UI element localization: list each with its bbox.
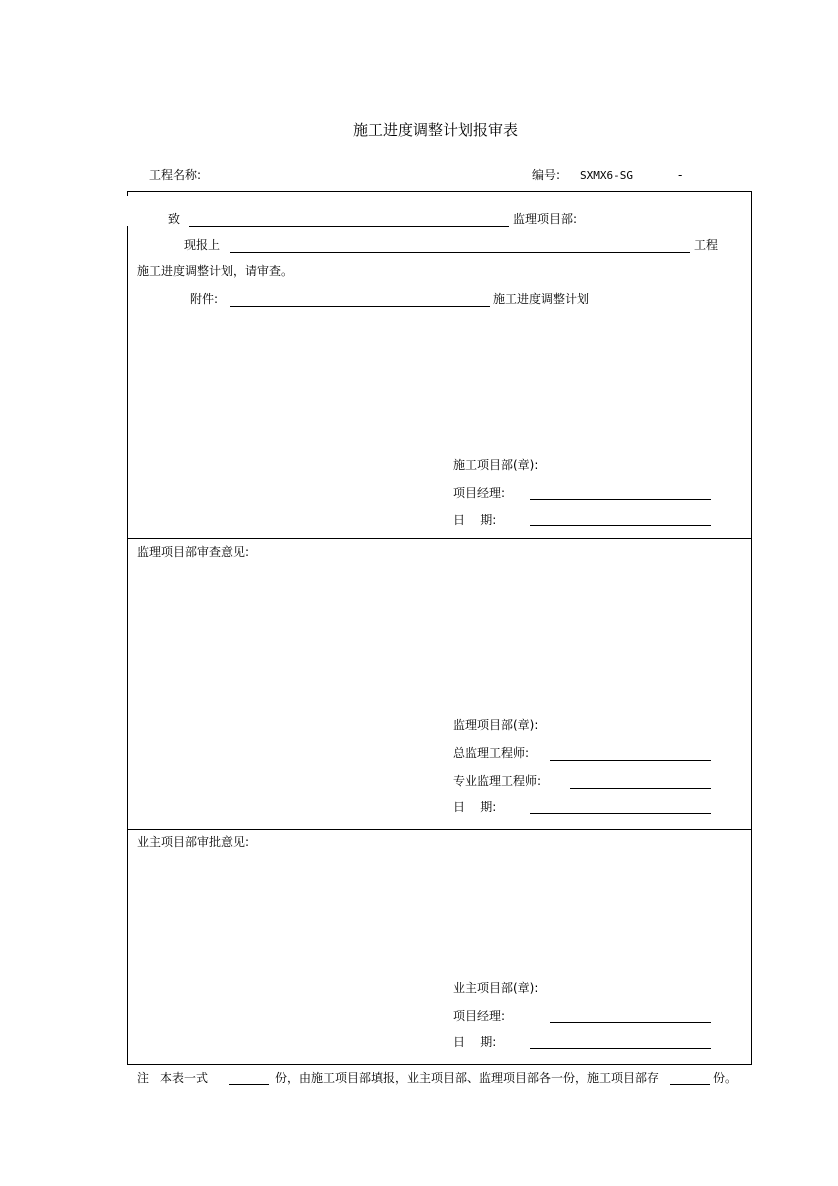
supervision-dept-seal: 监理项目部(章): — [453, 718, 539, 732]
specialist-engineer-label: 专业监理工程师: — [453, 774, 542, 788]
owner-manager-label: 项目经理: — [453, 1009, 506, 1023]
number-dash: - — [678, 168, 683, 182]
number-value: SXMX6-SG — [580, 169, 633, 182]
construction-dept-seal: 施工项目部(章): — [453, 458, 539, 472]
project-manager-label: 项目经理: — [453, 486, 506, 500]
section-divider-1 — [127, 538, 752, 539]
now-prefix: 现报上 — [184, 238, 221, 252]
date-line-3[interactable] — [530, 1048, 711, 1049]
note-text-3: 份。 — [713, 1071, 738, 1085]
date-line-1[interactable] — [530, 525, 711, 526]
now-suffix: 工程 — [694, 238, 719, 252]
attachment-label: 附件: — [190, 292, 219, 306]
date-label-3: 日 期: — [453, 1035, 497, 1049]
date-label-1: 日 期: — [453, 513, 497, 527]
date-line-2[interactable] — [530, 813, 711, 814]
project-line[interactable] — [230, 252, 690, 253]
scan-gap — [126, 196, 129, 226]
specialist-engineer-line[interactable] — [570, 788, 711, 789]
owner-dept-seal: 业主项目部(章): — [453, 981, 539, 995]
chief-engineer-line[interactable] — [550, 760, 711, 761]
copies-line-1[interactable] — [229, 1084, 269, 1085]
project-manager-line[interactable] — [530, 499, 711, 500]
attachment-line[interactable] — [230, 306, 490, 307]
date-label-2: 日 期: — [453, 800, 497, 814]
page-title: 施工进度调整计划报审表 — [353, 121, 519, 139]
note-text-2: 份，由施工项目部填报，业主项目部、监理项目部各一份，施工项目部存 — [275, 1071, 660, 1085]
note-text-1: 本表一式 — [160, 1071, 209, 1085]
project-name-label: 工程名称: — [149, 168, 202, 182]
to-recipient-line[interactable] — [189, 226, 509, 227]
submission-text: 施工进度调整计划，请审查。 — [137, 264, 294, 278]
form-table — [127, 191, 752, 1065]
chief-engineer-label: 总监理工程师: — [453, 746, 530, 760]
owner-approval-heading: 业主项目部审批意见: — [137, 835, 250, 849]
copies-line-2[interactable] — [670, 1084, 710, 1085]
to-prefix: 致 — [168, 212, 181, 226]
attachment-suffix: 施工进度调整计划 — [493, 292, 590, 306]
to-suffix: 监理项目部: — [513, 212, 578, 226]
section-divider-2 — [127, 829, 752, 830]
number-label: 编号: — [532, 168, 561, 182]
owner-manager-line[interactable] — [550, 1022, 711, 1023]
note-label: 注 — [137, 1071, 150, 1085]
supervision-review-heading: 监理项目部审查意见: — [137, 545, 250, 559]
